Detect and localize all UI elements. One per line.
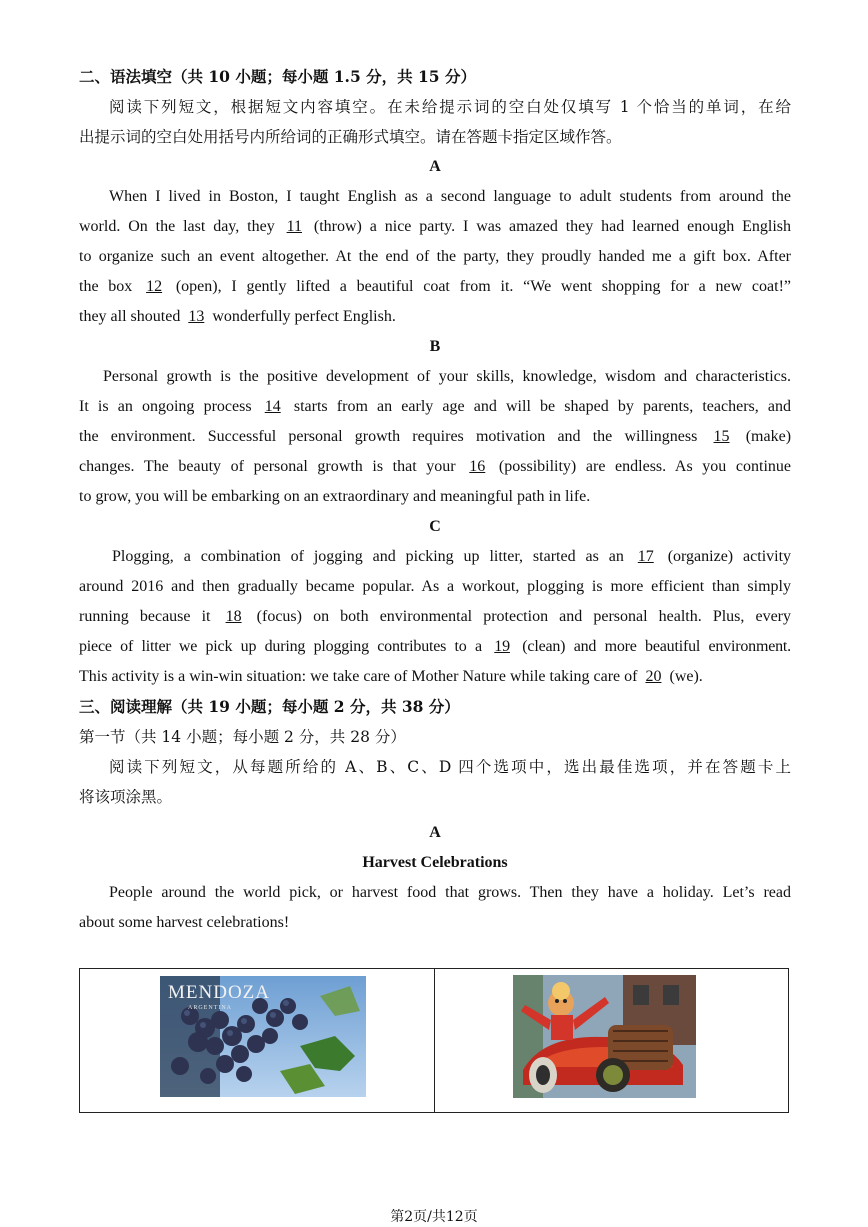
blank-14: 14 <box>264 398 281 415</box>
mendoza-grapes-photo <box>160 976 366 1097</box>
passage-b-label: B <box>429 338 441 355</box>
flower-car-float-photo <box>513 975 696 1098</box>
passage-b-line-5: to grow, you will be embarking on an extraordinary and meaningful path in life. <box>79 488 591 505</box>
flower-float-image <box>513 975 696 1098</box>
blank-11: 11 <box>286 218 302 235</box>
page-number-footer: 第2页/共12页 <box>390 1209 478 1225</box>
section-3-title: 三、阅读理解（共 19 小题；每小题 2 分，共 38 分） <box>79 697 460 716</box>
reading-a-label: A <box>429 824 441 841</box>
blank-17: 17 <box>637 548 654 565</box>
reading-a-line-2: about some harvest celebrations! <box>79 914 290 931</box>
passage-c-line-2: around 2016 and then gradually became popular. As a workout, plogging is more efficient than simply <box>79 578 791 595</box>
document-page <box>79 62 791 938</box>
passage-b-line-2: It is an ongoing process 14 starts from an early age and will be shaped by parents, teachers, and <box>79 392 791 422</box>
section-2-title: 二、语法填空（共 10 小题；每小题 1.5 分，共 15 分） <box>79 67 476 86</box>
reading-a-line-1: People around the world pick, or harvest food that grows. Then they have a holiday. Let’s read <box>109 884 791 901</box>
image-table <box>79 968 789 1113</box>
mendoza-logo: MENDOZA <box>168 982 270 1003</box>
passage-a-line-2: world. On the last day, they 11 (throw) a nice party. I was amazed they had learned enough English <box>79 212 791 242</box>
passage-c-line-1: Plogging, a combination of jogging and picking up litter, started as an 17 (organize) activity <box>79 542 791 572</box>
passage-a-line-1: When I lived in Boston, I taught English as a second language to adult students from around the <box>109 188 791 205</box>
blank-13: 13 <box>188 308 205 325</box>
passage-b-line-1: Personal growth is the positive development of your skills, knowledge, wisdom and characteristics. <box>103 368 791 385</box>
section-3-part-1: 第一节（共 14 小题；每小题 2 分，共 28 分） <box>79 728 406 746</box>
blank-16: 16 <box>469 458 486 475</box>
passage-c-line-5: This activity is a win-win situation: we take care of Mother Nature while taking care of 20 (we). <box>79 662 791 692</box>
section-2-instruction-2: 出提示词的空白处用括号内所给词的正确形式填空。请在答题卡指定区域作答。 <box>79 128 622 146</box>
passage-c-line-3: running because it 18 (focus) on both environmental protection and personal health. Plus, every <box>79 602 791 632</box>
image-cell-left <box>80 969 434 1112</box>
argentina-subtitle: ARGENTINA <box>188 1005 232 1011</box>
passage-b-line-3: the environment. Successful personal growth requires motivation and the willingness 15 (make) <box>79 422 791 452</box>
blank-18: 18 <box>225 608 242 625</box>
section-3-instruction-1: 阅读下列短文，从每题所给的 A、B、C、D 四个选项中，选出最佳选项，并在答题卡上 <box>109 758 791 776</box>
image-cell-right <box>434 969 789 1112</box>
section-3-instruction-2: 将该项涂黑。 <box>79 788 173 806</box>
passage-a-line-4: the box 12 (open), I gently lifted a beautiful coat from it. “We went shopping for a new coat!” <box>79 272 791 302</box>
passage-a-line-3: to organize such an event altogether. At the end of the party, they proudly handed me a gift box. After <box>79 248 791 265</box>
section-2-instruction-1: 阅读下列短文，根据短文内容填空。在未给提示词的空白处仅填写 1 个恰当的单词，在给 <box>109 98 791 116</box>
passage-c-line-4: piece of litter we pick up during plogging contributes to a 19 (clean) and more beautiful environment. <box>79 632 791 662</box>
blank-15: 15 <box>713 428 730 445</box>
passage-b-line-4: changes. The beauty of personal growth is that your 16 (possibility) are endless. As you continue <box>79 452 791 482</box>
passage-c-label: C <box>429 518 441 535</box>
passage-a-line-5: they all shouted 13 wonderfully perfect English. <box>79 302 791 332</box>
blank-12: 12 <box>146 278 163 295</box>
passage-a-label: A <box>429 158 441 175</box>
blank-19: 19 <box>494 638 510 655</box>
blank-20: 20 <box>645 668 662 685</box>
reading-a-title: Harvest Celebrations <box>362 854 508 871</box>
